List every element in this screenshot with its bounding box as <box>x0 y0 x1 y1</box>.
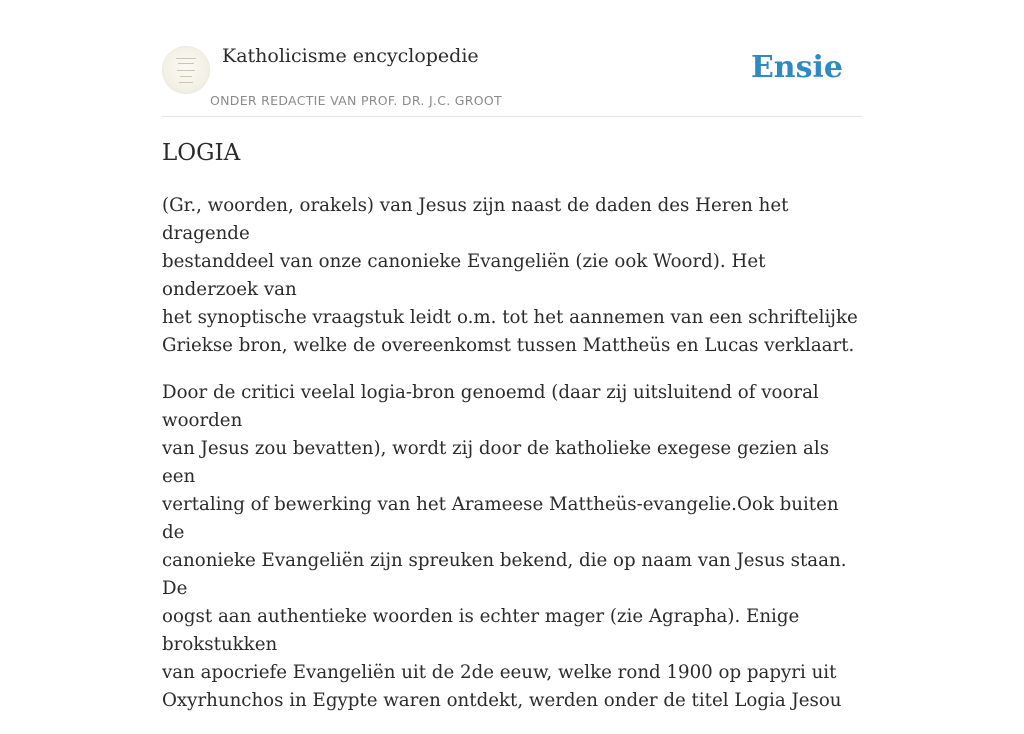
book-editor: ONDER REDACTIE VAN PROF. DR. J.C. GROOT <box>210 93 502 108</box>
brand-logo[interactable]: Ensie <box>750 50 843 85</box>
book-cover-thumbnail[interactable] <box>162 46 210 94</box>
entry-title: LOGIA <box>162 140 241 166</box>
entry-paragraph-1: (Gr., woorden, orakels) van Jesus zijn naast de daden des Heren het dragende bestanddeel van onze canonieke Evangeliën (zie ook Woord). Het onderzoek van het synoptische vraagstuk leidt o.m. tot het aannemen van een schriftelijke Griekse bron, welke de overeenkomst tussen Mattheüs en Lucas verklaart. <box>162 195 858 356</box>
header <box>162 0 862 117</box>
entry-content <box>162 192 862 734</box>
book-title[interactable]: Katholicisme encyclopedie <box>222 45 479 67</box>
entry-paragraph-2: Door de critici veelal logia-bron genoemd (daar zij uitsluitend of vooral woorden van Jesus zou bevatten), wordt zij door de katholieke exegese gezien als een vertaling of bewerking van het Arameese Mattheüs-evangelie.Ook buiten de canonieke Evangeliën zijn spreuken bekend, die op naam van Jesus staan. De oogst aan authentieke woorden is echter mager (zie Agrapha). Enige brokstukken van apocriefe Evangeliën uit de 2de eeuw, welke rond 1900 op papyri uit Oxyrhunchos in Egypte waren ontdekt, werden onder de titel Logia Jesou <box>162 382 847 711</box>
